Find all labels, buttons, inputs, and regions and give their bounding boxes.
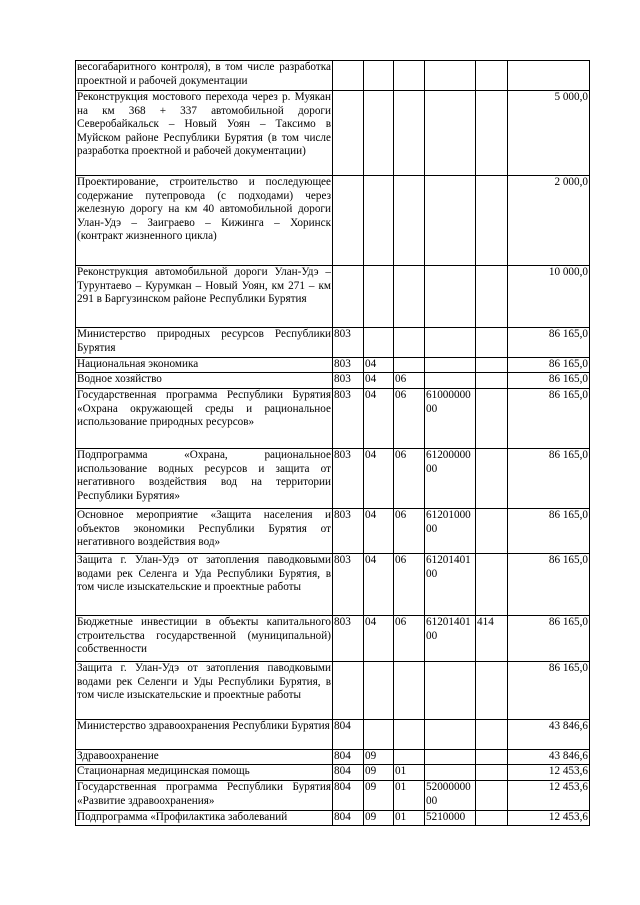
cell-amount: 43 846,6 (508, 720, 590, 750)
table-row (76, 266, 590, 328)
cell-amount: 86 165,0 (508, 662, 590, 720)
cell-ministry-code: 803 (333, 358, 364, 373)
table-row (76, 720, 590, 750)
cell-ministry-code (333, 176, 364, 266)
cell-expense-type-code (476, 662, 508, 720)
cell-ministry-code: 804 (333, 720, 364, 750)
cell-target-code (425, 373, 476, 389)
cell-expense-type-code (476, 358, 508, 373)
cell-target-code (425, 750, 476, 765)
table-row (76, 358, 590, 373)
cell-expense-type-code (476, 176, 508, 266)
cell-name: Защита г. Улан-Удэ от затопления паводковыми водами рек Селенга и Уда Республики Бурятия, в том числе изыскательские и проектные работы (76, 554, 333, 616)
cell-subsection-code: 01 (394, 811, 425, 826)
cell-amount: 10 000,0 (508, 266, 590, 328)
cell-expense-type-code (476, 720, 508, 750)
cell-subsection-code (394, 358, 425, 373)
cell-subsection-code: 01 (394, 781, 425, 811)
cell-subsection-code (394, 91, 425, 176)
cell-subsection-code: 01 (394, 765, 425, 781)
cell-target-code (425, 266, 476, 328)
cell-name: Защита г. Улан-Удэ от затопления паводковыми водами рек Селенги и Уды Республики Бурятия, в том числе изыскательские и проектные работы (76, 662, 333, 720)
cell-target-code (425, 720, 476, 750)
cell-section-code (364, 91, 394, 176)
cell-target-code: 6120140100 (425, 554, 476, 616)
table-row (76, 176, 590, 266)
cell-ministry-code (333, 662, 364, 720)
cell-section-code: 09 (364, 750, 394, 765)
cell-target-code: 6100000000 (425, 389, 476, 449)
cell-name: Реконструкция мостового перехода через р. Муякан на км 368 + 337 автомобильной дороги Северобайкальск – Новый Уоян – Таксимо в Муйском районе Республики Бурятия (в том числе разработка проектной и рабочей документации) (76, 91, 333, 176)
cell-name: Министерство природных ресурсов Республики Бурятия (76, 328, 333, 358)
cell-name: Бюджетные инвестиции в объекты капитального строительства государственной (муниципальной) собственности (76, 616, 333, 662)
cell-target-code (425, 91, 476, 176)
cell-amount (508, 61, 590, 91)
cell-amount: 12 453,6 (508, 811, 590, 826)
budget-table-body (76, 61, 590, 826)
cell-target-code (425, 765, 476, 781)
table-row (76, 328, 590, 358)
cell-amount: 86 165,0 (508, 449, 590, 509)
cell-subsection-code: 06 (394, 554, 425, 616)
table-row (76, 662, 590, 720)
cell-subsection-code: 06 (394, 373, 425, 389)
cell-section-code: 04 (364, 373, 394, 389)
cell-subsection-code: 06 (394, 509, 425, 554)
cell-section-code: 04 (364, 509, 394, 554)
cell-subsection-code (394, 328, 425, 358)
cell-target-code: 6120140100 (425, 616, 476, 662)
cell-section-code: 04 (364, 389, 394, 449)
cell-name: Подпрограмма «Охрана, рациональное использование водных ресурсов и защита от негативного воздействия вод на территории Республики Бурятия» (76, 449, 333, 509)
cell-ministry-code: 804 (333, 750, 364, 765)
cell-ministry-code: 804 (333, 781, 364, 811)
cell-amount: 12 453,6 (508, 781, 590, 811)
cell-subsection-code: 06 (394, 449, 425, 509)
cell-ministry-code: 804 (333, 811, 364, 826)
table-row (76, 389, 590, 449)
cell-target-code (425, 176, 476, 266)
cell-section-code (364, 61, 394, 91)
cell-expense-type-code (476, 811, 508, 826)
cell-name: Стационарная медицинская помощь (76, 765, 333, 781)
cell-amount: 86 165,0 (508, 373, 590, 389)
cell-amount: 86 165,0 (508, 389, 590, 449)
cell-name: весогабаритного контроля), в том числе разработка проектной и рабочей документации (76, 61, 333, 91)
cell-expense-type-code (476, 509, 508, 554)
cell-amount: 86 165,0 (508, 328, 590, 358)
cell-amount: 86 165,0 (508, 616, 590, 662)
cell-name: Водное хозяйство (76, 373, 333, 389)
table-row (76, 616, 590, 662)
cell-target-code: 6120000000 (425, 449, 476, 509)
budget-table (75, 60, 590, 826)
cell-target-code (425, 358, 476, 373)
cell-ministry-code (333, 61, 364, 91)
table-row (76, 765, 590, 781)
cell-target-code: 6120100000 (425, 509, 476, 554)
cell-target-code (425, 662, 476, 720)
cell-target-code: 5200000000 (425, 781, 476, 811)
cell-amount: 2 000,0 (508, 176, 590, 266)
cell-expense-type-code (476, 389, 508, 449)
cell-name: Здравоохранение (76, 750, 333, 765)
cell-ministry-code: 803 (333, 616, 364, 662)
cell-subsection-code (394, 720, 425, 750)
cell-name: Подпрограмма «Профилактика заболеваний (76, 811, 333, 826)
cell-name: Основное мероприятие «Защита населения и объектов экономики Республики Бурятия от негативного воздействия вод» (76, 509, 333, 554)
cell-subsection-code: 06 (394, 389, 425, 449)
cell-name: Проектирование, строительство и последующее содержание путепровода (с подходами) через железную дорогу на км 40 автомобильной дороги Улан-Удэ – Заиграево – Кижинга – Хоринск (контракт жизненного цикла) (76, 176, 333, 266)
cell-ministry-code: 803 (333, 554, 364, 616)
cell-expense-type-code (476, 61, 508, 91)
cell-section-code: 04 (364, 449, 394, 509)
cell-subsection-code (394, 61, 425, 91)
cell-amount: 5 000,0 (508, 91, 590, 176)
cell-target-code (425, 61, 476, 91)
cell-section-code: 04 (364, 358, 394, 373)
cell-expense-type-code (476, 765, 508, 781)
table-row (76, 509, 590, 554)
cell-subsection-code: 06 (394, 616, 425, 662)
cell-ministry-code (333, 266, 364, 328)
cell-expense-type-code (476, 750, 508, 765)
cell-expense-type-code (476, 781, 508, 811)
cell-expense-type-code (476, 373, 508, 389)
table-row (76, 91, 590, 176)
cell-amount: 86 165,0 (508, 509, 590, 554)
table-row (76, 554, 590, 616)
cell-section-code (364, 328, 394, 358)
cell-expense-type-code (476, 328, 508, 358)
cell-subsection-code (394, 750, 425, 765)
cell-name: Министерство здравоохранения Республики Бурятия (76, 720, 333, 750)
table-row (76, 811, 590, 826)
cell-ministry-code (333, 91, 364, 176)
table-row (76, 781, 590, 811)
cell-section-code: 09 (364, 765, 394, 781)
cell-amount: 12 453,6 (508, 765, 590, 781)
cell-section-code (364, 662, 394, 720)
cell-expense-type-code (476, 266, 508, 328)
cell-section-code: 04 (364, 616, 394, 662)
cell-ministry-code: 803 (333, 389, 364, 449)
cell-name: Реконструкция автомобильной дороги Улан-Удэ – Турунтаево – Курумкан – Новый Уоян, км 271 – км 291 в Баргузинском районе Республики Бурятия (76, 266, 333, 328)
table-row (76, 61, 590, 91)
cell-subsection-code (394, 266, 425, 328)
cell-amount: 86 165,0 (508, 554, 590, 616)
cell-amount: 43 846,6 (508, 750, 590, 765)
cell-name: Национальная экономика (76, 358, 333, 373)
cell-ministry-code: 804 (333, 765, 364, 781)
cell-amount: 86 165,0 (508, 358, 590, 373)
cell-ministry-code: 803 (333, 328, 364, 358)
cell-section-code: 04 (364, 554, 394, 616)
cell-subsection-code (394, 176, 425, 266)
cell-ministry-code: 803 (333, 373, 364, 389)
cell-expense-type-code: 414 (476, 616, 508, 662)
cell-name: Государственная программа Республики Бурятия «Охрана окружающей среды и рациональное использование природных ресурсов» (76, 389, 333, 449)
table-row (76, 449, 590, 509)
table-row (76, 373, 590, 389)
cell-expense-type-code (476, 91, 508, 176)
cell-ministry-code: 803 (333, 509, 364, 554)
cell-target-code (425, 328, 476, 358)
table-row (76, 750, 590, 765)
cell-subsection-code (394, 662, 425, 720)
cell-name: Государственная программа Республики Бурятия «Развитие здравоохранения» (76, 781, 333, 811)
cell-ministry-code: 803 (333, 449, 364, 509)
cell-expense-type-code (476, 554, 508, 616)
cell-section-code: 09 (364, 811, 394, 826)
cell-section-code (364, 720, 394, 750)
cell-expense-type-code (476, 449, 508, 509)
cell-section-code (364, 176, 394, 266)
cell-target-code: 5210000 (425, 811, 476, 826)
cell-section-code (364, 266, 394, 328)
cell-section-code: 09 (364, 781, 394, 811)
